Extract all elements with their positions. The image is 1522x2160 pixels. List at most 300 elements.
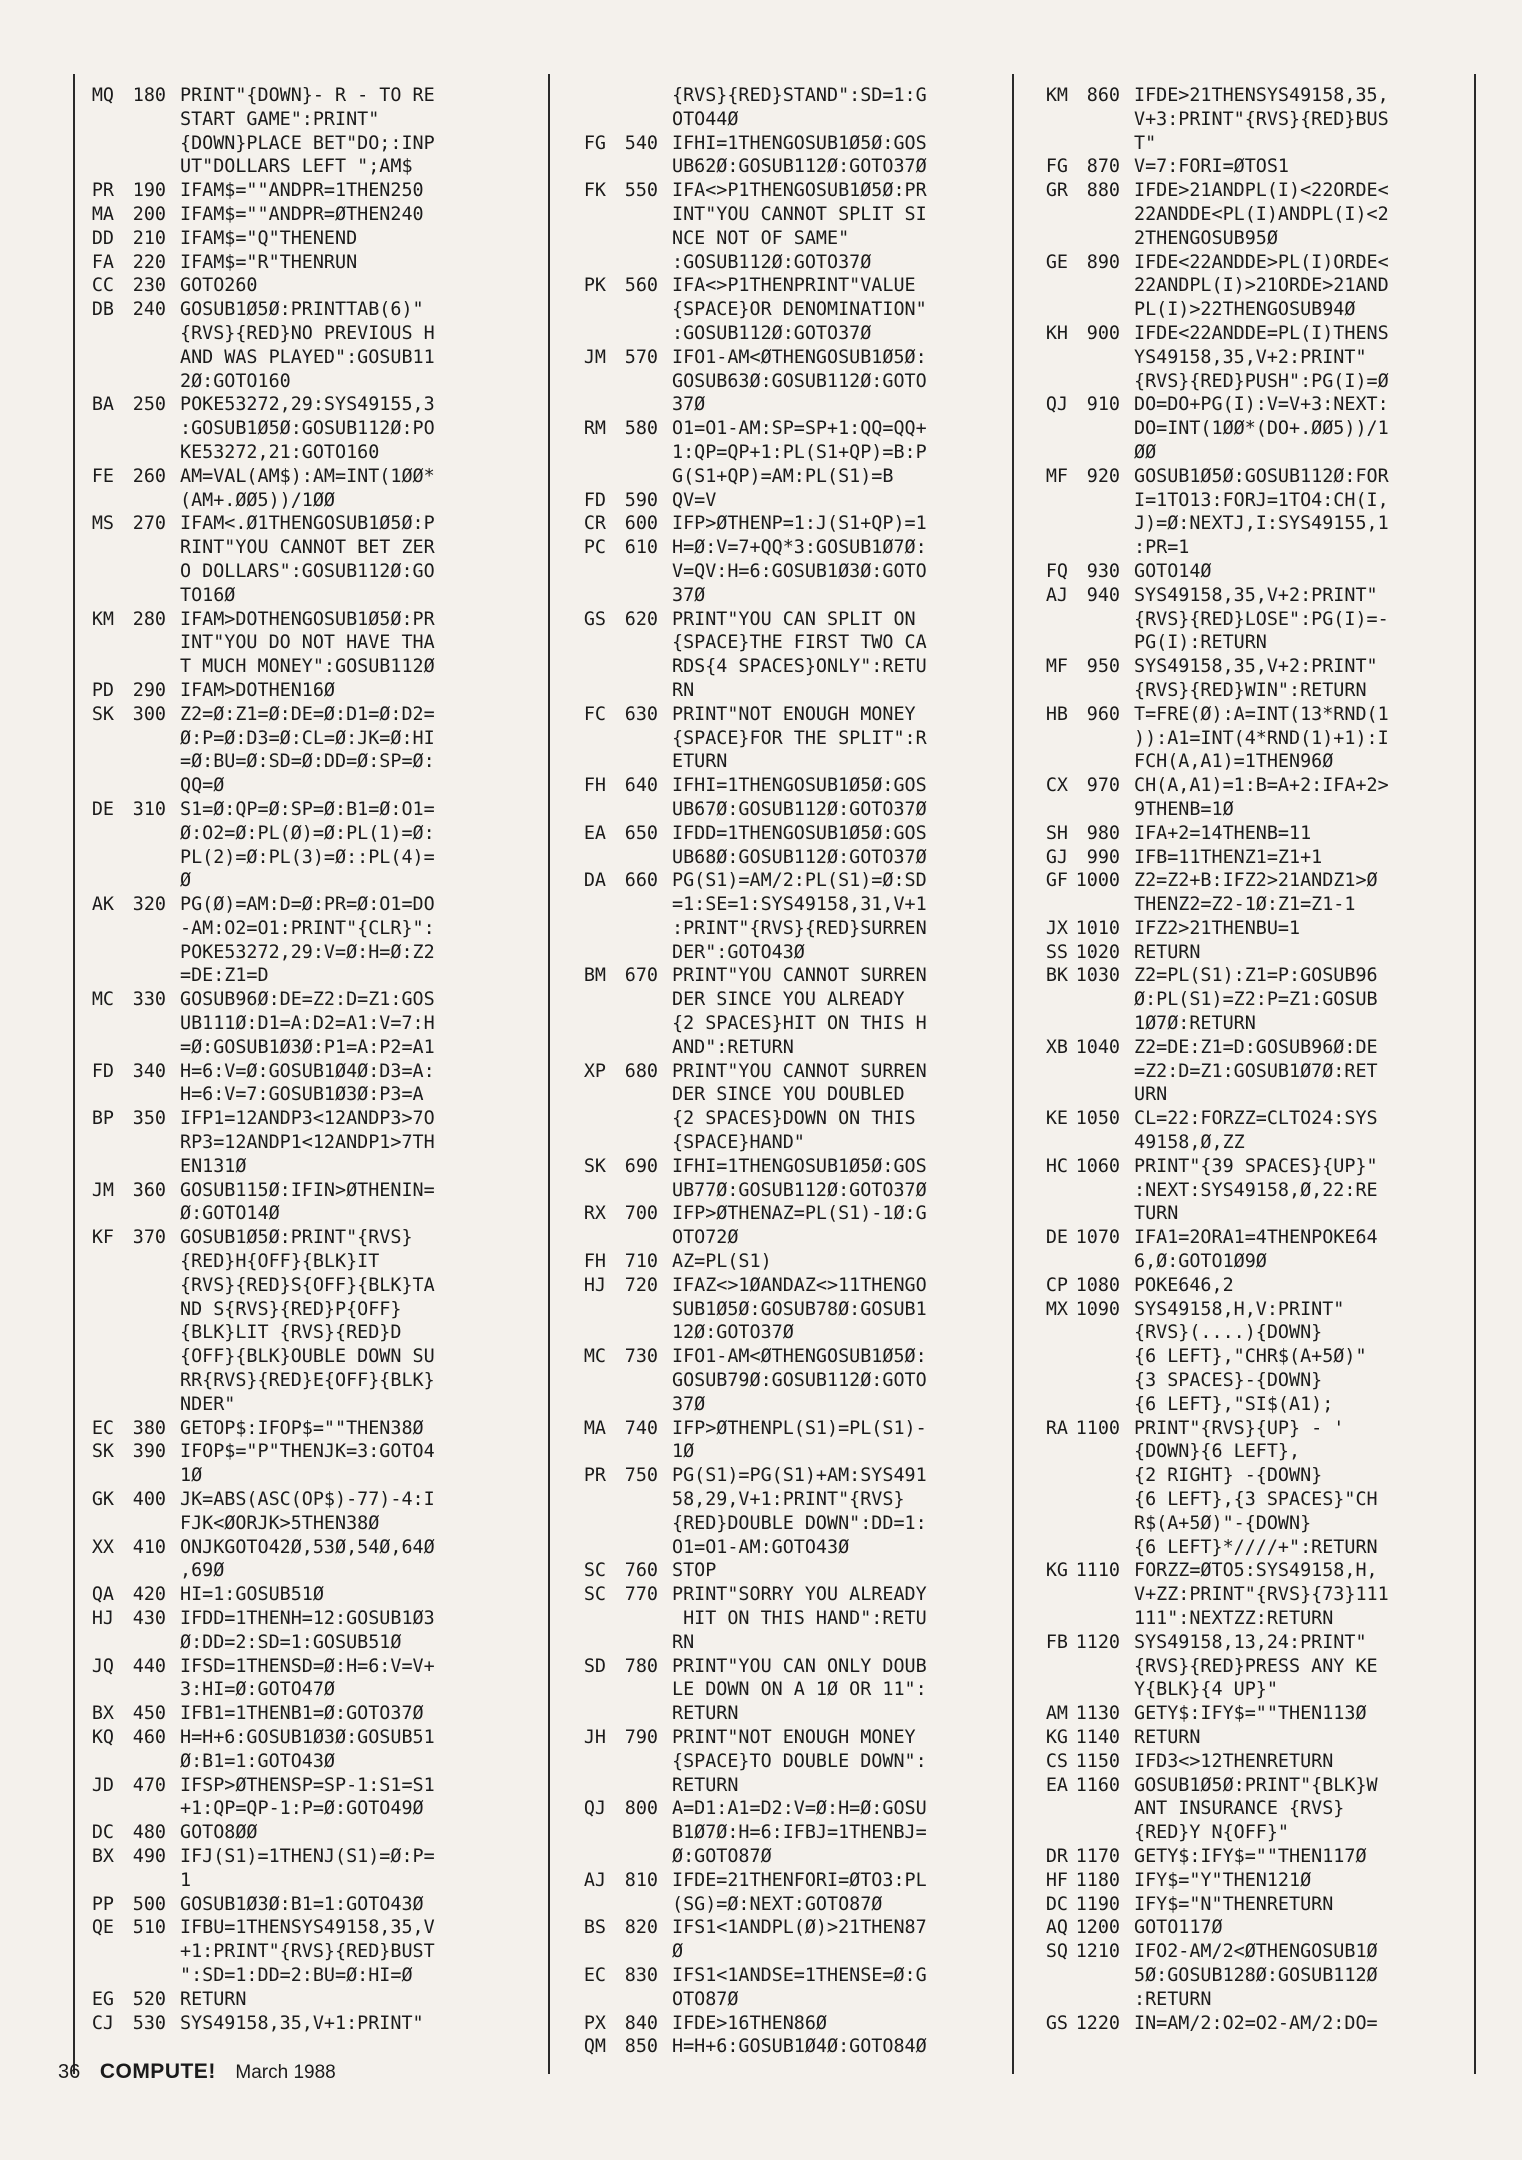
code-line <box>62 227 532 251</box>
code-line <box>554 1369 1006 1393</box>
code-line <box>1016 1393 1472 1417</box>
basic-code: SYS49158,13,24:PRINT" <box>1134 1631 1367 1653</box>
basic-code: 22ANDPL(I)>21ORDE>21AND <box>1134 275 1389 297</box>
checksum: BX <box>91 1845 114 1867</box>
checksum <box>554 1012 606 1036</box>
basic-code: G(S1+QP)=AM:PL(S1)=B <box>672 465 894 487</box>
line-number: 1180 <box>1075 1869 1120 1891</box>
checksum <box>554 917 606 941</box>
code-line <box>62 893 532 917</box>
checksum <box>554 988 606 1012</box>
code-line <box>1016 846 1472 870</box>
basic-code: GOSUB1Ø5Ø:PRINT"{RVS} <box>180 1227 413 1249</box>
basic-code: PG(Ø)=AM:D=Ø:PR=Ø:O1=DO <box>180 894 435 916</box>
basic-code: ":SD=1:DD=2:BU=Ø:HI=Ø <box>180 1964 413 1986</box>
checksum <box>62 1512 114 1536</box>
checksum: GE <box>1045 251 1068 273</box>
checksum <box>1016 1369 1068 1393</box>
line-number: 390 <box>132 1441 166 1463</box>
basic-code: TO16Ø <box>180 584 236 606</box>
line-number: 340 <box>132 1060 166 1082</box>
line-number <box>1068 1369 1134 1393</box>
code-line <box>62 941 532 965</box>
basic-code: 37Ø <box>672 1393 706 1415</box>
basic-code: :GOSUB112Ø:GOTO37Ø <box>672 322 872 344</box>
basic-code: YS49158,35,V+2:PRINT" <box>1134 346 1367 368</box>
code-line <box>1016 84 1472 108</box>
basic-code: {6 LEFT},"CHR$(A+5Ø)" <box>1134 1346 1367 1368</box>
basic-code: PG(I):RETURN <box>1134 632 1267 654</box>
checksum: DC <box>1045 1893 1068 1915</box>
line-number <box>114 108 180 132</box>
line-number <box>114 1750 180 1774</box>
basic-code: 22ANDDE<PL(I)ANDPL(I)<2 <box>1134 203 1389 225</box>
line-number <box>1068 608 1134 632</box>
basic-code: THENZ2=Z2-1Ø:Z1=Z1-1 <box>1134 894 1356 916</box>
line-number <box>1068 298 1134 322</box>
basic-code: {RVS}{RED}WIN":RETURN <box>1134 679 1367 701</box>
line-number <box>1068 1321 1134 1345</box>
checksum <box>62 1750 114 1774</box>
line-number: 920 <box>1086 465 1120 487</box>
line-number <box>606 1488 672 1512</box>
basic-code: IFS1<1ANDSE=1THENSE=Ø:G <box>672 1964 927 1986</box>
code-line <box>62 988 532 1012</box>
checksum: FH <box>583 775 606 797</box>
basic-code: AM=VAL(AM$):AM=INT(1ØØ* <box>180 465 435 487</box>
checksum <box>554 679 606 703</box>
checksum <box>554 941 606 965</box>
basic-code: PL(I)>22THENGOSUB94Ø <box>1134 299 1356 321</box>
code-line <box>554 1179 1006 1203</box>
code-line <box>1016 1060 1472 1084</box>
code-line <box>554 298 1006 322</box>
code-line <box>554 631 1006 655</box>
basic-code: B1Ø7Ø:H=6:IFBJ=1THENBJ= <box>672 1822 927 1844</box>
line-number <box>1068 1536 1134 1560</box>
basic-code: 49158,Ø,ZZ <box>1134 1132 1245 1154</box>
code-line <box>62 203 532 227</box>
basic-code: 1Ø7Ø:RETURN <box>1134 1013 1256 1035</box>
checksum: QM <box>583 2036 606 2058</box>
checksum: FH <box>583 1251 606 1273</box>
line-number <box>1068 1393 1134 1417</box>
code-line <box>62 1750 532 1774</box>
line-number <box>606 679 672 703</box>
checksum <box>62 441 114 465</box>
line-number: 810 <box>624 1869 658 1891</box>
basic-code: IFAM$="Q"THENEND <box>180 227 358 249</box>
checksum <box>62 132 114 156</box>
basic-code: GOSUB1Ø3Ø:B1=1:GOTO43Ø <box>180 1893 424 1915</box>
line-number: 680 <box>624 1060 658 1082</box>
line-number: 230 <box>132 275 166 297</box>
line-number <box>114 750 180 774</box>
line-number: 460 <box>132 1726 166 1748</box>
basic-code: IFHI=1THENGOSUB1Ø5Ø:GOS <box>672 132 927 154</box>
code-line <box>554 1869 1006 1893</box>
line-number <box>1068 417 1134 441</box>
code-line <box>554 608 1006 632</box>
basic-code: (SG)=Ø:NEXT:GOTO87Ø <box>672 1893 883 1915</box>
code-line <box>554 2035 1006 2059</box>
checksum <box>62 1250 114 1274</box>
code-line <box>62 1869 532 1893</box>
basic-code: GOSUB1Ø5Ø:PRINTTAB(6)" <box>180 299 424 321</box>
line-number <box>114 1202 180 1226</box>
basic-code: {2 SPACES}DOWN ON THIS <box>672 1108 916 1130</box>
code-line <box>62 2012 532 2036</box>
checksum <box>62 750 114 774</box>
checksum: DC <box>91 1822 114 1844</box>
basic-code: IFP>ØTHENPL(S1)=PL(S1)- <box>672 1417 927 1439</box>
line-number: 550 <box>624 180 658 202</box>
checksum <box>554 1440 606 1464</box>
code-line <box>554 893 1006 917</box>
line-number <box>606 798 672 822</box>
basic-code: IFP>ØTHENP=1:J(S1+QP)=1 <box>672 513 927 535</box>
code-line <box>1016 1821 1472 1845</box>
basic-code: IFY$="Y"THEN121Ø <box>1134 1869 1312 1891</box>
checksum <box>554 1107 606 1131</box>
basic-code: JK=ABS(ASC(OP$)-77)-4:I <box>180 1489 435 1511</box>
checksum <box>554 1845 606 1869</box>
basic-code: IFA1=2ORA1=4THENPOKE64 <box>1134 1227 1378 1249</box>
basic-code: GETY$:IFY$=""THEN113Ø <box>1134 1703 1367 1725</box>
line-number <box>1068 1488 1134 1512</box>
code-line <box>62 1298 532 1322</box>
code-line <box>554 822 1006 846</box>
line-number: 1170 <box>1075 1845 1120 1867</box>
code-line <box>554 512 1006 536</box>
line-number <box>606 1131 672 1155</box>
code-line <box>1016 1702 1472 1726</box>
line-number <box>1068 346 1134 370</box>
basic-code: IFO1-AM<ØTHENGOSUB1Ø5Ø: <box>672 346 927 368</box>
line-number: 190 <box>132 180 166 202</box>
line-number <box>1068 132 1134 156</box>
code-line <box>62 1559 532 1583</box>
basic-code: UB68Ø:GOSUB112Ø:GOTO37Ø <box>672 846 927 868</box>
basic-code: IFP1=12ANDP3<12ANDP3>7O <box>180 1108 435 1130</box>
code-line <box>554 1631 1006 1655</box>
line-number: 1110 <box>1075 1560 1120 1582</box>
line-number <box>114 1250 180 1274</box>
line-number: 870 <box>1086 156 1120 178</box>
code-line <box>1016 251 1472 275</box>
code-line <box>554 1988 1006 2012</box>
line-number: 600 <box>624 513 658 535</box>
checksum: SK <box>583 1155 606 1177</box>
basic-code: PL(2)=Ø:PL(3)=Ø::PL(4)= <box>180 846 435 868</box>
line-number <box>114 774 180 798</box>
code-line <box>554 1345 1006 1369</box>
basic-code: DER":GOTO43Ø <box>672 941 805 963</box>
line-number <box>1068 1988 1134 2012</box>
basic-code: {RVS}{RED}NO PREVIOUS H <box>180 322 435 344</box>
code-line <box>554 988 1006 1012</box>
code-line <box>62 1488 532 1512</box>
checksum: HJ <box>91 1608 114 1629</box>
line-number <box>114 370 180 394</box>
checksum: AM <box>1045 1703 1068 1725</box>
checksum: PD <box>91 679 114 701</box>
code-line <box>62 346 532 370</box>
basic-code: SYS49158,35,V+2:PRINT" <box>1134 656 1378 678</box>
code-line <box>554 274 1006 298</box>
code-line <box>554 1797 1006 1821</box>
basic-code: R$(A+5Ø)"-{DOWN} <box>1134 1512 1312 1534</box>
page-footer <box>58 2060 336 2084</box>
code-line <box>1016 132 1472 156</box>
code-line <box>1016 203 1472 227</box>
checksum: GS <box>1045 2012 1068 2034</box>
checksum <box>62 869 114 893</box>
checksum: CC <box>91 275 114 297</box>
code-line <box>554 1512 1006 1536</box>
basic-code: DO=INT(1ØØ*(DO+.ØØ5))/1 <box>1134 418 1389 440</box>
basic-code: RETURN <box>1134 1726 1201 1748</box>
checksum <box>1016 1179 1068 1203</box>
basic-code: Z2=Z2+B:IFZ2>21ANDZ1>Ø <box>1134 870 1378 892</box>
checksum: BA <box>91 394 114 416</box>
line-number <box>1068 631 1134 655</box>
checksum: AJ <box>1045 584 1068 606</box>
code-line <box>1016 179 1472 203</box>
line-number <box>606 108 672 132</box>
basic-code: IFAM$="R"THENRUN <box>180 251 358 273</box>
checksum <box>1016 727 1068 751</box>
code-line <box>62 512 532 536</box>
code-line <box>62 1012 532 1036</box>
code-line <box>62 465 532 489</box>
code-line <box>62 1797 532 1821</box>
checksum: GF <box>1045 870 1068 892</box>
line-number <box>606 1107 672 1131</box>
code-line <box>62 1893 532 1917</box>
basic-code: V+ZZ:PRINT"{RVS}{73}111 <box>1134 1584 1389 1606</box>
line-number: 590 <box>624 489 658 511</box>
basic-code: RETURN <box>1134 941 1201 963</box>
checksum <box>554 1179 606 1203</box>
checksum: AJ <box>583 1869 606 1891</box>
checksum: SQ <box>1045 1941 1068 1963</box>
code-line <box>1016 1583 1472 1607</box>
code-line <box>554 465 1006 489</box>
checksum <box>1016 1512 1068 1536</box>
line-number: 1130 <box>1075 1703 1120 1725</box>
basic-code: {BLK}LIT {RVS}{RED}D <box>180 1322 402 1344</box>
checksum <box>554 1131 606 1155</box>
checksum: GJ <box>1045 846 1068 868</box>
code-line <box>62 869 532 893</box>
basic-code: AZ=PL(S1) <box>672 1251 772 1273</box>
code-line <box>1016 1345 1472 1369</box>
code-line <box>554 1583 1006 1607</box>
checksum: MF <box>1045 656 1068 678</box>
basic-code: IFAM$=""ANDPR=1THEN250 <box>180 180 424 202</box>
line-number <box>606 251 672 275</box>
code-line <box>554 1726 1006 1750</box>
line-number <box>606 1179 672 1203</box>
code-line <box>1016 750 1472 774</box>
basic-code: Z2=DE:Z1=D:GOSUB96Ø:DE <box>1134 1036 1378 1058</box>
code-line <box>554 1083 1006 1107</box>
checksum <box>554 1893 606 1917</box>
basic-code: H=Ø:V=7+QQ*3:GOSUB1Ø7Ø: <box>672 537 927 559</box>
checksum: GK <box>91 1489 114 1511</box>
checksum <box>554 655 606 679</box>
code-line <box>1016 1155 1472 1179</box>
code-line <box>554 727 1006 751</box>
checksum <box>1016 370 1068 394</box>
basic-code: 12Ø:GOTO37Ø <box>672 1322 794 1344</box>
code-line <box>1016 417 1472 441</box>
code-line <box>1016 655 1472 679</box>
code-line <box>62 155 532 179</box>
line-number <box>114 822 180 846</box>
code-line <box>554 917 1006 941</box>
basic-code: H=H+6:GOSUB1Ø4Ø:GOTO84Ø <box>672 2036 927 2058</box>
code-line <box>62 1702 532 1726</box>
line-number <box>1068 1655 1134 1679</box>
line-number: 1030 <box>1075 965 1120 987</box>
checksum: EC <box>91 1417 114 1439</box>
line-number <box>1068 1202 1134 1226</box>
line-number <box>114 1964 180 1988</box>
code-line <box>62 1845 532 1869</box>
checksum: PP <box>91 1893 114 1915</box>
code-line <box>554 393 1006 417</box>
code-line <box>554 1964 1006 1988</box>
code-line <box>62 1321 532 1345</box>
checksum <box>62 108 114 132</box>
line-number <box>114 1083 180 1107</box>
checksum: KF <box>91 1227 114 1249</box>
checksum: SD <box>583 1655 606 1677</box>
basic-code: Z2=PL(S1):Z1=P:GOSUB96 <box>1134 965 1378 987</box>
code-line <box>62 179 532 203</box>
line-number <box>1068 1179 1134 1203</box>
code-line <box>554 322 1006 346</box>
code-line <box>62 1512 532 1536</box>
basic-code: IFDE=21THENFORI=ØTO3:PL <box>672 1869 927 1891</box>
basic-code: TURN <box>1134 1203 1179 1225</box>
basic-code: {DOWN}PLACE BET"DO;:INP <box>180 132 435 154</box>
basic-code: {DOWN}{6 LEFT}, <box>1134 1441 1301 1463</box>
basic-code: HIT ON THIS HAND":RETU <box>672 1608 927 1629</box>
basic-code: {6 LEFT}*////+":RETURN <box>1134 1536 1378 1558</box>
checksum <box>62 655 114 679</box>
checksum <box>554 584 606 608</box>
basic-code: Ø:GOTO87Ø <box>672 1845 772 1867</box>
basic-code: Ø:P=Ø:D3=Ø:CL=Ø:JK=Ø:HI <box>180 727 435 749</box>
code-line <box>62 1155 532 1179</box>
code-line <box>1016 941 1472 965</box>
checksum <box>62 1559 114 1583</box>
line-number <box>114 1512 180 1536</box>
checksum: DE <box>91 798 114 820</box>
checksum <box>1016 298 1068 322</box>
code-line <box>554 655 1006 679</box>
code-line <box>554 1440 1006 1464</box>
basic-code: IFDD=1THENH=12:GOSUB1Ø3 <box>180 1608 435 1629</box>
basic-code: 6,Ø:GOTO1Ø9Ø <box>1134 1251 1267 1273</box>
basic-code: PRINT"YOU CAN SPLIT ON <box>672 608 916 630</box>
basic-code: SYS49158,35,V+1:PRINT" <box>180 2012 424 2034</box>
line-number: 320 <box>132 894 166 916</box>
basic-code: POKE53272,29:V=Ø:H=Ø:Z2 <box>180 941 435 963</box>
code-line <box>1016 1607 1472 1631</box>
code-line <box>62 1631 532 1655</box>
checksum: XB <box>1045 1036 1068 1058</box>
line-number <box>606 750 672 774</box>
line-number <box>114 1631 180 1655</box>
code-line <box>1016 631 1472 655</box>
line-number <box>606 917 672 941</box>
checksum <box>554 108 606 132</box>
line-number: 370 <box>132 1227 166 1249</box>
line-number <box>114 1464 180 1488</box>
code-line <box>62 584 532 608</box>
basic-code: IFO2-AM/2<ØTHENGOSUB1Ø <box>1134 1941 1378 1963</box>
basic-code: SUB1Ø5Ø:GOSUB78Ø:GOSUB1 <box>672 1298 927 1320</box>
line-number <box>1068 1583 1134 1607</box>
line-number <box>1068 227 1134 251</box>
line-number: 750 <box>624 1465 658 1487</box>
line-number <box>114 869 180 893</box>
line-number: 530 <box>132 2012 166 2034</box>
line-number <box>606 1083 672 1107</box>
checksum <box>62 584 114 608</box>
line-number: 580 <box>624 418 658 440</box>
basic-code: IFA<>P1THENPRINT"VALUE <box>672 275 916 297</box>
basic-code: RETURN <box>672 1703 739 1725</box>
checksum: MQ <box>91 85 114 106</box>
line-number <box>114 536 180 560</box>
line-number: 740 <box>624 1417 658 1439</box>
line-number <box>1068 489 1134 513</box>
basic-code: LE DOWN ON A 1Ø OR 11": <box>672 1679 927 1701</box>
basic-code: H=6:V=Ø:GOSUB1Ø4Ø:D3=A: <box>180 1060 435 1082</box>
checksum <box>554 846 606 870</box>
checksum <box>1016 893 1068 917</box>
basic-code: IFAM>DOTHEN16Ø <box>180 679 336 701</box>
code-line <box>1016 1964 1472 1988</box>
code-line <box>1016 1321 1472 1345</box>
checksum: FK <box>583 180 606 202</box>
checksum: KM <box>1045 85 1068 106</box>
basic-code: FORZZ=ØTO5:SYS49158,H, <box>1134 1560 1378 1582</box>
basic-code: {SPACE}TO DOUBLE DOWN": <box>672 1750 927 1772</box>
basic-code: ONJKGOTO42Ø,53Ø,54Ø,64Ø <box>180 1536 435 1558</box>
checksum <box>62 1083 114 1107</box>
basic-code: PRINT"SORRY YOU ALREADY <box>672 1584 927 1606</box>
code-line <box>1016 465 1472 489</box>
line-number: 800 <box>624 1798 658 1820</box>
column-rule-right <box>1474 74 1476 2074</box>
code-line <box>554 1250 1006 1274</box>
line-number <box>606 655 672 679</box>
line-number: 1190 <box>1075 1893 1120 1915</box>
line-number <box>114 631 180 655</box>
checksum <box>554 1774 606 1798</box>
basic-code: POKE53272,29:SYS49155,3 <box>180 394 435 416</box>
checksum <box>554 1607 606 1631</box>
basic-code: Ø:B1=1:GOTO43Ø <box>180 1750 336 1772</box>
code-line <box>62 1202 532 1226</box>
checksum <box>1016 1583 1068 1607</box>
